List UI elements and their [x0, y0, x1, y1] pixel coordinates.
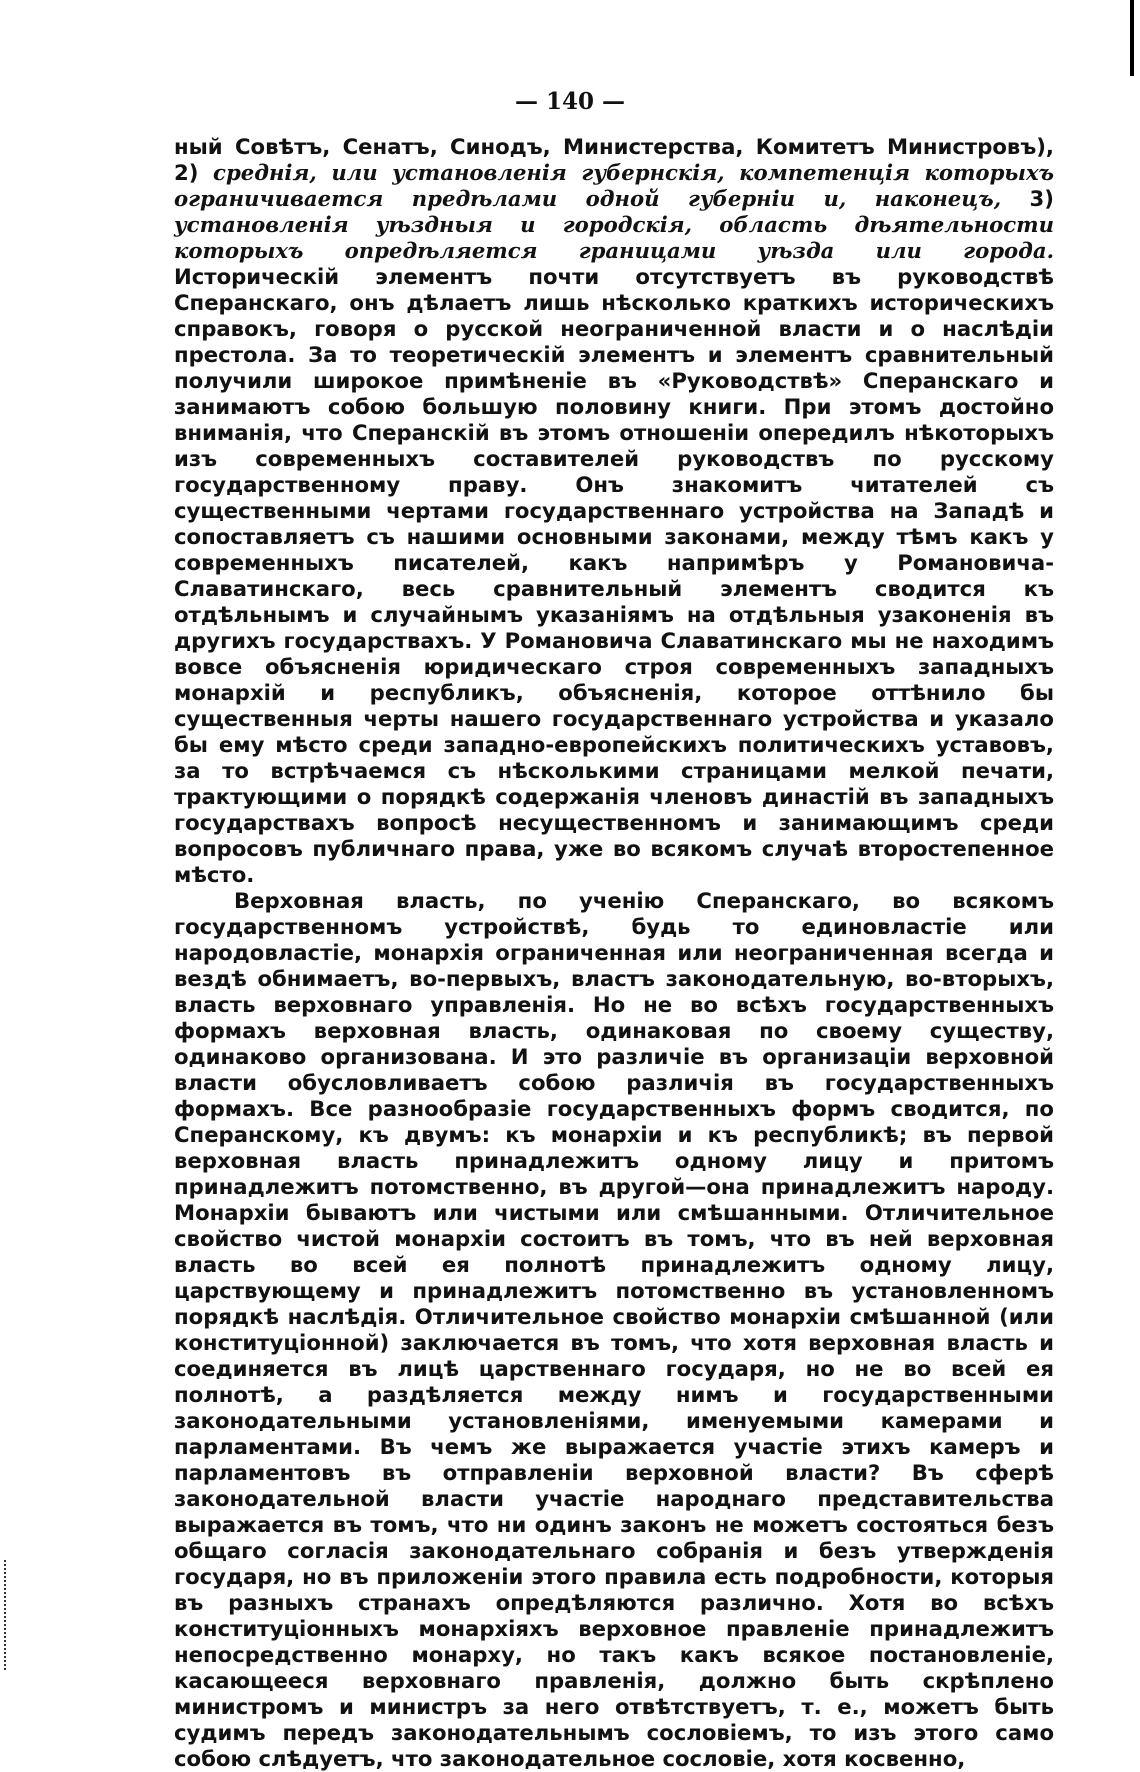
paragraph-1-rest: Историческій элементъ почти отсутствуетъ въ руководствѣ Сперанскаго, онъ дѣлаетъ лишь нѣсколько краткихъ историческихъ справокъ, говоря о русской неограниченной власти и о наслѣдіи престола. За то теоретическій элементъ и элементъ сравнительный получили широкое примѣненіе въ «Руководствѣ» Сперанскаго и занимаютъ собою большую половину книги. При этомъ достойно вниманія, что Сперанскій въ этомъ отношеніи опередилъ нѣкоторыхъ изъ современныхъ составителей руководствъ по русскому государственному праву. Онъ знакомитъ читателей съ существенными чертами государственнаго устройства на Западѣ и сопоставляетъ съ нашими основными законами, между тѣмъ какъ у современныхъ писателей, какъ напримѣръ у Романовича-Славатинскаго, весь сравнительный элементъ сводится къ отдѣльнымъ и случайнымъ указаніямъ на отдѣльныя узаконенія въ другихъ государствахъ. У Романовича Славатинскаго мы не находимъ вовсе объясненія юридическаго строя современныхъ западныхъ монархій и республикъ, объясненія, которое оттѣнило бы существенныя черты нашего государственнаго устройства и указало бы ему мѣсто среди западно-европейскихъ политическихъ уставовъ, за то встрѣчаемся съ нѣсколькими страницами мелкой печати, трактующими о порядкѣ содержанія членовъ династій въ западныхъ государствахъ вопросѣ несущественномъ и занимающимъ среди вопросовъ публичнаго права, уже во всякомъ случаѣ второстепенное мѣсто. — [174, 264, 1054, 887]
page-edge-rule — [1130, 0, 1134, 76]
paragraph-1 — [174, 134, 1054, 888]
paragraph-1-mid: 3) — [1029, 186, 1054, 211]
paragraph-1-italic-b: установленія уѣздныя и городскія, область дѣятельности которыхъ опредѣляется границами уѣзда или города. — [174, 212, 1054, 263]
paragraph-2: Верховная власть, по ученію Сперанскаго, во всякомъ государственномъ устройствѣ, будь то единовластіе или народовластіе, монархія ограниченная или неограниченная всегда и вездѣ обнимаетъ, во-первыхъ, властъ законодательную, во-вторыхъ, власть верховнаго управленія. Но не во всѣхъ государственныхъ формахъ верховная власть, одинаковая по своему существу, одинаково организована. И это различіе въ организаціи верховной власти обусловливаетъ собою различія въ государственныхъ формахъ. Все разнообразіе государственныхъ формъ сводится, по Сперанскому, къ двумъ: къ монархіи и къ республикѣ; въ первой верховная власть принадлежитъ одному лицу и притомъ принадлежитъ потомственно, въ другой—она принадлежитъ народу. Монархіи бываютъ или чистыми или смѣшанными. Отличительное свойство чистой монархіи состоитъ въ томъ, что въ ней верховная власть во всей ея полнотѣ принадлежитъ одному лицу, царствующему и принадлежитъ потомственно въ установленномъ порядкѣ наслѣдія. Отличительное свойство монархіи смѣшанной (или конституціонной) заключается въ томъ, что хотя верховная власть и соединяется въ лицѣ царственнаго государя, но не во всей ея полнотѣ, а раздѣляется между нимъ и государственными законодательными установленіями, именуемыми камерами и парламентами. Въ чемъ же выражается участіе этихъ камеръ и парламентовъ въ отправленіи верховной власти? Въ сферѣ законодательной власти участіе народнаго представительства выражается въ томъ, что ни одинъ законъ не можетъ состояться безъ общаго согласія законодательнаго собранія и безъ утвержденія государя, но въ приложеніи этого правила есть подробности, которыя въ разныхъ странахъ опредѣляются различно. Хотя во всѣхъ конституціонныхъ монархіяхъ верховное правленіе принадлежитъ непосредственно монарху, но такъ какъ всякое постановленіе, касающееся верховнаго правленія, должно быть скрѣплено министромъ и министръ за него отвѣтствуетъ, т. е., можетъ быть судимъ передъ законодательнымъ сословіемъ, то изъ этого само собою слѣдуетъ, что законодательное сословіе, хотя косвенно, — [174, 888, 1054, 1771]
paragraph-1-italic-a: среднія, или установленія губернскія, компетенція которыхъ ограничивается предѣлами одной губерніи и, наконецъ, — [174, 160, 1054, 211]
page-number: — 140 — — [514, 88, 626, 115]
margin-marks — [4, 1560, 9, 1670]
paragraph-1-lead: ный Совѣтъ, Сенатъ, Синодъ, Министерства, Комитетъ Министровъ), 2) — [174, 134, 1054, 185]
body-text — [174, 134, 1054, 1772]
